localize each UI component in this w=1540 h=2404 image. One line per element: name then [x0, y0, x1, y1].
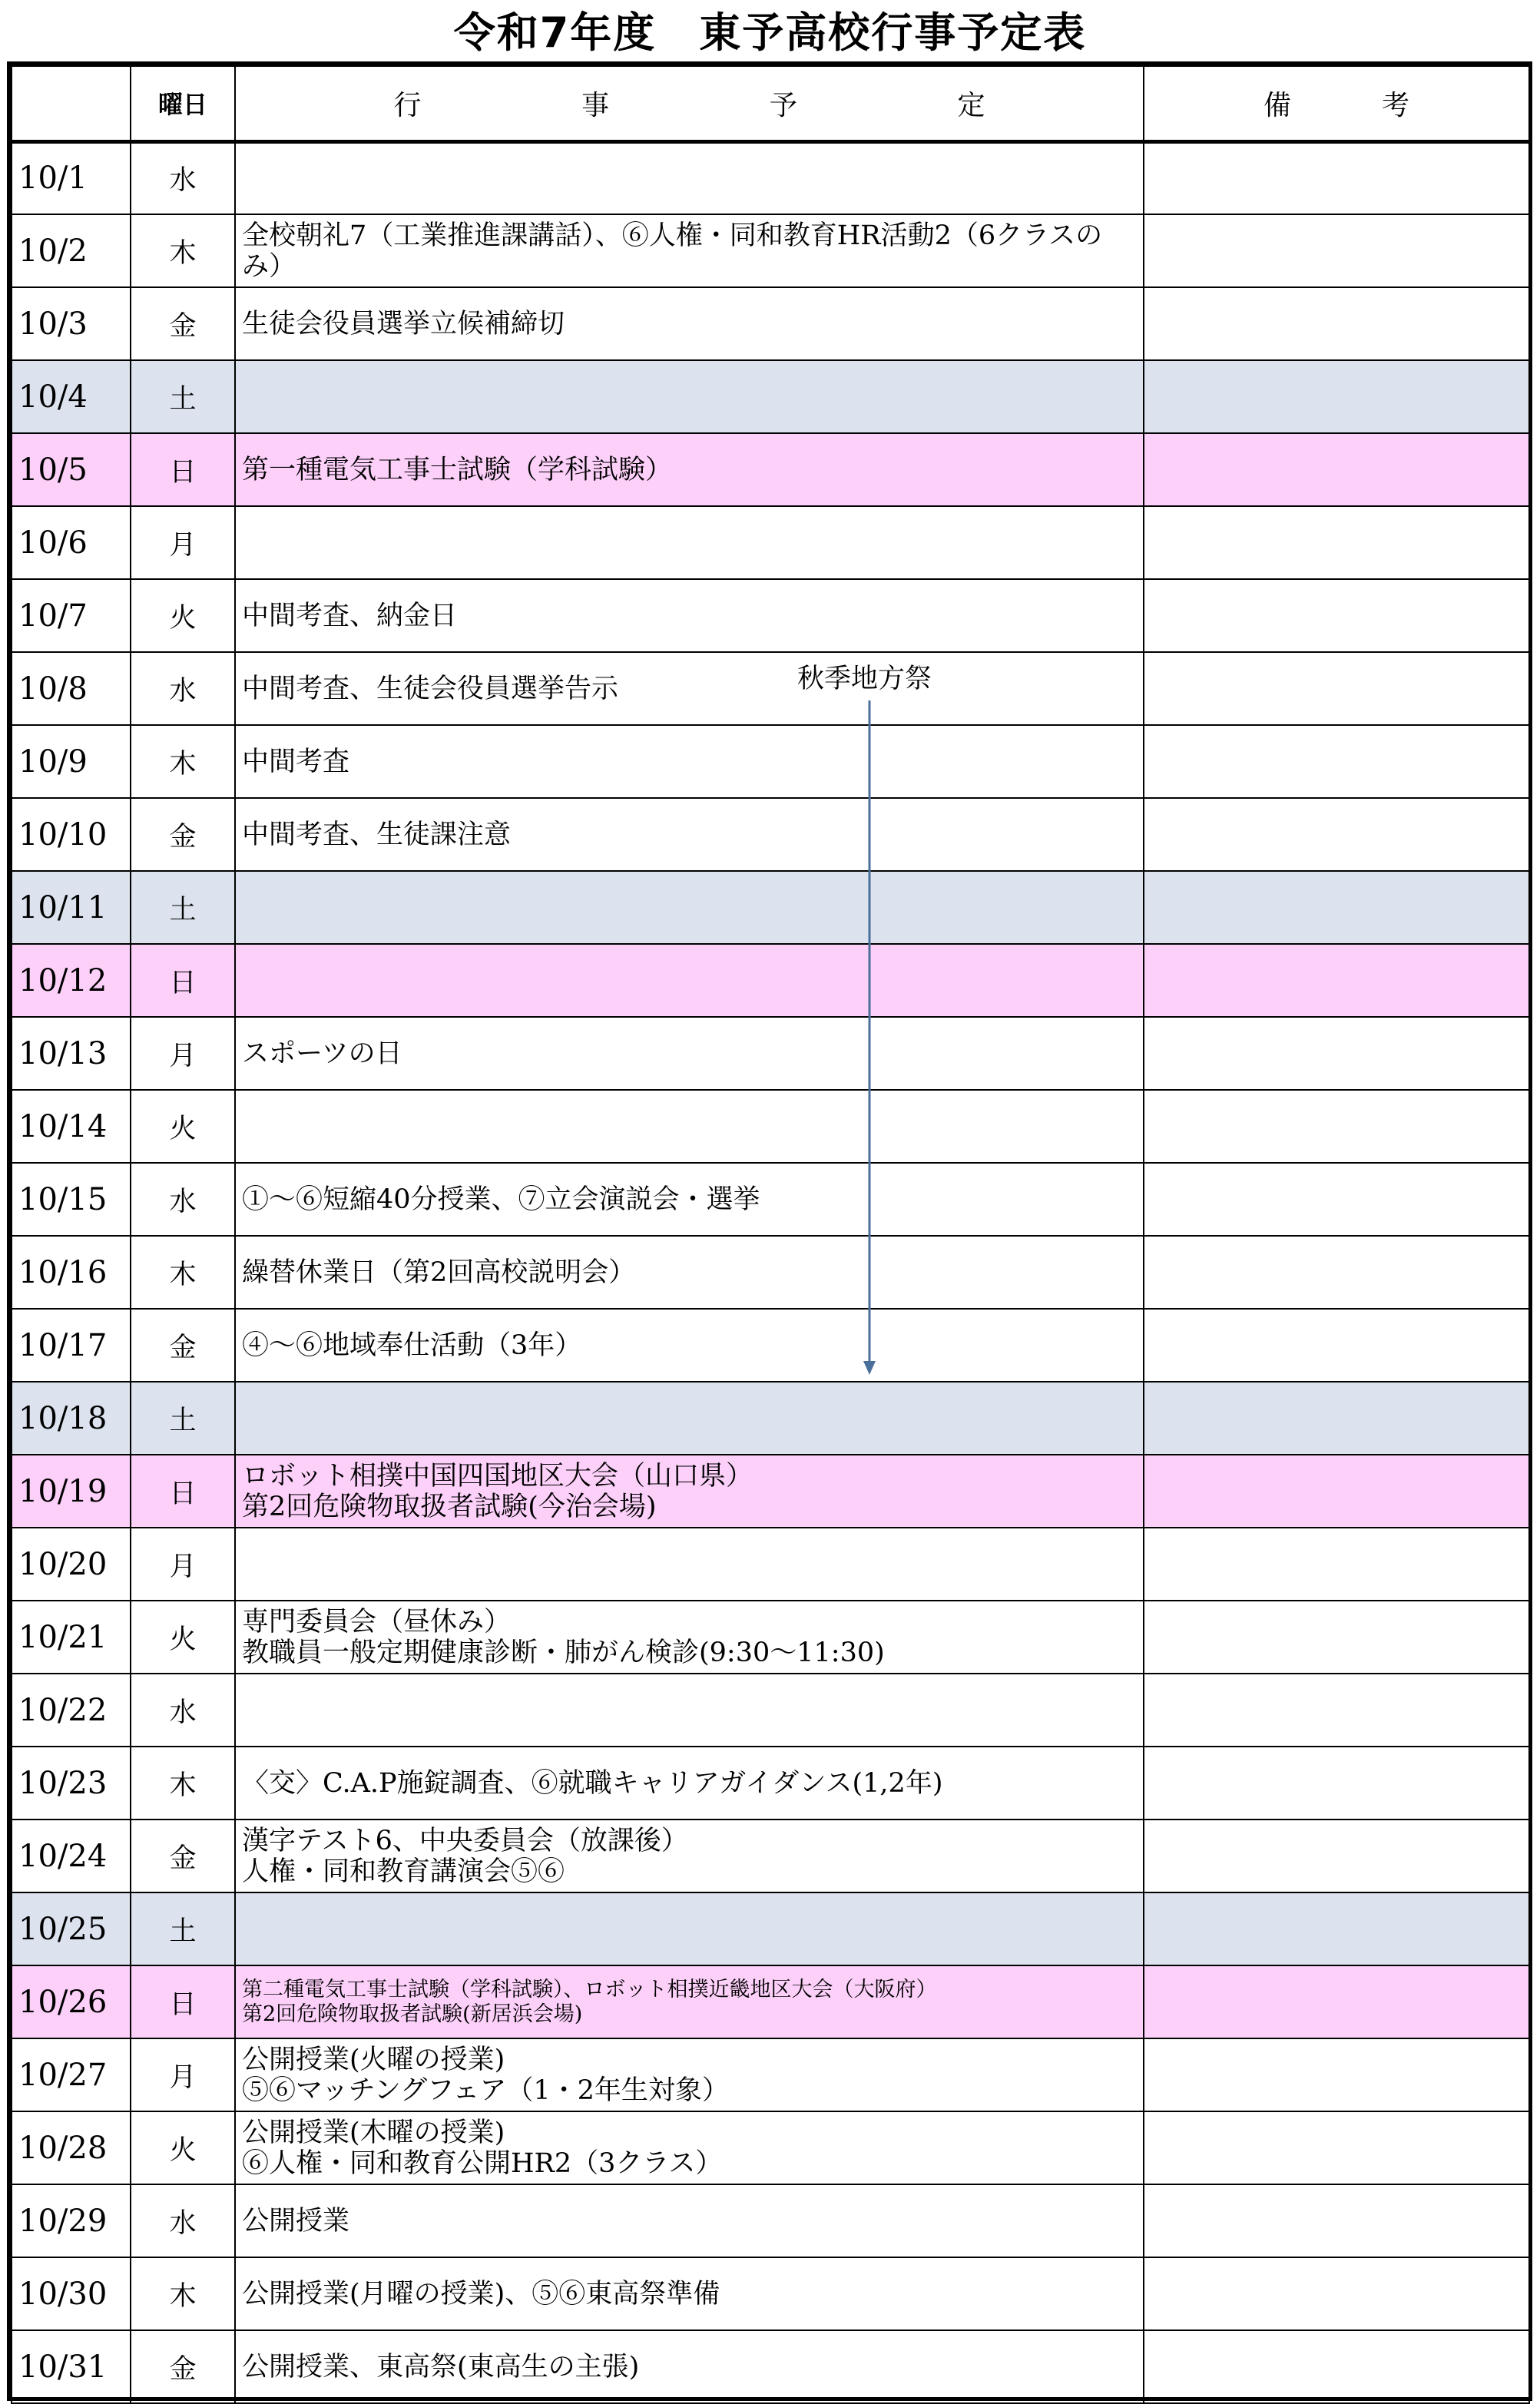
row-date: 10/25	[12, 1892, 131, 1965]
event-line: 第2回危険物取扱者試験(新居浜会場)	[242, 2002, 583, 2026]
row-events	[235, 652, 1144, 725]
row-date: 10/26	[12, 1965, 131, 2038]
table-row	[12, 1455, 1529, 1528]
event-line: 繰替休業日（第2回高校説明会）	[242, 1257, 636, 1288]
festival-note: 秋季地方祭	[797, 664, 932, 694]
row-weekday: 火	[131, 1090, 235, 1163]
header-notes-char: 備	[1263, 89, 1292, 121]
event-line: 第2回危険物取扱者試験(今治会場)	[242, 1491, 657, 1522]
festival-span-arrow	[860, 700, 879, 1376]
row-notes	[1144, 1017, 1529, 1090]
row-events	[235, 287, 1144, 360]
header-events	[235, 66, 1144, 141]
row-events	[235, 871, 1144, 944]
row-weekday: 土	[131, 360, 235, 433]
row-events	[235, 506, 1144, 579]
row-date: 10/14	[12, 1090, 131, 1163]
row-weekday: 金	[131, 798, 235, 871]
table-row	[12, 1528, 1529, 1601]
header-events-char: 予	[769, 89, 797, 121]
row-events	[235, 2184, 1144, 2257]
table-row	[12, 944, 1529, 1017]
event-line: 専門委員会（昼休み）	[242, 1606, 512, 1637]
row-weekday: 月	[131, 1528, 235, 1601]
row-events	[235, 1820, 1144, 1892]
row-notes	[1144, 1528, 1529, 1601]
row-notes	[1144, 1892, 1529, 1965]
event-line: 中間考査、生徒会役員選挙告示	[242, 673, 619, 704]
row-notes	[1144, 725, 1529, 798]
event-line: 公開授業、東高祭(東高生の主張)	[242, 2351, 640, 2382]
table-row	[12, 1382, 1529, 1455]
event-line: 第一種電気工事士試験（学科試験）	[242, 454, 673, 485]
table-row	[12, 1892, 1529, 1965]
table-row	[12, 433, 1529, 506]
row-weekday: 金	[131, 287, 235, 360]
event-line: 全校朝礼7（工業推進課講話）、⑥人権・同和教育HR活動2（6クラスの	[242, 220, 1103, 251]
row-notes	[1144, 2111, 1529, 2184]
row-weekday: 木	[131, 1747, 235, 1820]
header-date	[12, 66, 131, 141]
row-date: 10/6	[12, 506, 131, 579]
event-line: ④～⑥地域奉仕活動（3年）	[242, 1329, 582, 1361]
header-notes-char: 考	[1381, 89, 1409, 121]
row-date: 10/7	[12, 579, 131, 652]
row-events	[235, 360, 1144, 433]
row-date: 10/2	[12, 214, 131, 287]
table-row	[12, 1747, 1529, 1820]
row-notes	[1144, 2330, 1529, 2403]
row-notes	[1144, 214, 1529, 287]
header-row	[12, 66, 1529, 141]
table-row	[12, 506, 1529, 579]
row-date: 10/17	[12, 1309, 131, 1382]
row-notes	[1144, 2184, 1529, 2257]
row-notes	[1144, 1820, 1529, 1892]
row-events	[235, 141, 1144, 214]
row-notes	[1144, 506, 1529, 579]
event-line: 公開授業(月曜の授業)、⑤⑥東高祭準備	[242, 2278, 720, 2310]
row-weekday: 水	[131, 1674, 235, 1747]
event-line: ⑤⑥マッチングフェア（1・2年生対象）	[242, 2075, 729, 2106]
event-line: ①～⑥短縮40分授業、⑦立会演説会・選挙	[242, 1184, 760, 1215]
row-events	[235, 1965, 1144, 2038]
row-weekday: 日	[131, 1965, 235, 2038]
event-line: ロボット相撲中国四国地区大会（山口県）	[242, 1460, 753, 1492]
header-events-char: 事	[581, 89, 610, 121]
row-date: 10/8	[12, 652, 131, 725]
row-weekday: 土	[131, 871, 235, 944]
table-row	[12, 579, 1529, 652]
row-weekday: 木	[131, 725, 235, 798]
row-weekday: 木	[131, 1236, 235, 1309]
event-line: 公開授業	[242, 2205, 350, 2237]
table-row	[12, 214, 1529, 287]
row-notes	[1144, 652, 1529, 725]
row-notes	[1144, 1309, 1529, 1382]
table-row	[12, 1163, 1529, 1236]
row-date: 10/20	[12, 1528, 131, 1601]
row-date: 10/24	[12, 1820, 131, 1892]
header-events-char: 行	[393, 89, 422, 121]
event-line: 教職員一般定期健康診断・肺がん検診(9:30～11:30)	[242, 1637, 885, 1668]
table-row	[12, 2330, 1529, 2403]
row-date: 10/28	[12, 2111, 131, 2184]
row-events	[235, 1747, 1144, 1820]
row-events	[235, 214, 1144, 287]
row-events	[235, 1309, 1144, 1382]
table-row	[12, 141, 1529, 214]
schedule-table	[11, 65, 1530, 2404]
row-events	[235, 1601, 1144, 1674]
row-weekday: 火	[131, 2111, 235, 2184]
table-row	[12, 2111, 1529, 2184]
event-line: 第二種電気工事士試験（学科試験）、ロボット相撲近畿地区大会（大阪府）	[242, 1977, 937, 2002]
row-weekday: 月	[131, 1017, 235, 1090]
row-date: 10/27	[12, 2038, 131, 2111]
event-line: 公開授業(火曜の授業)	[242, 2044, 505, 2075]
schedule-sheet	[7, 61, 1532, 2401]
row-notes	[1144, 360, 1529, 433]
row-notes	[1144, 1965, 1529, 2038]
row-events	[235, 725, 1144, 798]
row-events	[235, 2111, 1144, 2184]
table-row	[12, 652, 1529, 725]
row-date: 10/4	[12, 360, 131, 433]
row-date: 10/31	[12, 2330, 131, 2403]
row-notes	[1144, 1455, 1529, 1528]
row-events	[235, 1017, 1144, 1090]
table-row	[12, 2038, 1529, 2111]
row-notes	[1144, 433, 1529, 506]
row-date: 10/18	[12, 1382, 131, 1455]
row-weekday: 金	[131, 2330, 235, 2403]
row-events	[235, 1382, 1144, 1455]
row-date: 10/13	[12, 1017, 131, 1090]
row-events	[235, 433, 1144, 506]
table-row	[12, 871, 1529, 944]
table-row	[12, 1309, 1529, 1382]
row-events	[235, 1455, 1144, 1528]
table-row	[12, 1090, 1529, 1163]
row-weekday: 金	[131, 1309, 235, 1382]
row-date: 10/3	[12, 287, 131, 360]
row-date: 10/22	[12, 1674, 131, 1747]
row-notes	[1144, 871, 1529, 944]
arrow-head	[863, 1361, 876, 1375]
table-row	[12, 2184, 1529, 2257]
row-weekday: 木	[131, 2257, 235, 2330]
row-events	[235, 1236, 1144, 1309]
event-line: 生徒会役員選挙立候補締切	[242, 308, 565, 339]
row-weekday: 月	[131, 506, 235, 579]
table-row	[12, 360, 1529, 433]
table-row	[12, 798, 1529, 871]
row-weekday: 土	[131, 1382, 235, 1455]
row-date: 10/15	[12, 1163, 131, 1236]
event-line: 中間考査、納金日	[242, 600, 458, 631]
event-line: 人権・同和教育講演会⑤⑥	[242, 1856, 565, 1887]
row-events	[235, 1090, 1144, 1163]
row-weekday: 火	[131, 1601, 235, 1674]
header-notes	[1144, 66, 1529, 141]
row-notes	[1144, 1382, 1529, 1455]
row-events	[235, 2257, 1144, 2330]
page-title: 令和7年度 東予高校行事予定表	[453, 8, 1087, 57]
row-weekday: 月	[131, 2038, 235, 2111]
row-notes	[1144, 1163, 1529, 1236]
table-row	[12, 1601, 1529, 1674]
table-row	[12, 2257, 1529, 2330]
row-date: 10/23	[12, 1747, 131, 1820]
row-weekday: 水	[131, 141, 235, 214]
row-notes	[1144, 1747, 1529, 1820]
event-line: 中間考査、生徒課注意	[242, 819, 512, 850]
row-notes	[1144, 141, 1529, 214]
row-events	[235, 2038, 1144, 2111]
row-date: 10/10	[12, 798, 131, 871]
row-date: 10/30	[12, 2257, 131, 2330]
row-events	[235, 1163, 1144, 1236]
event-line: 公開授業(木曜の授業)	[242, 2117, 505, 2148]
row-weekday: 水	[131, 1163, 235, 1236]
row-date: 10/29	[12, 2184, 131, 2257]
row-date: 10/19	[12, 1455, 131, 1528]
table-row	[12, 1236, 1529, 1309]
row-notes	[1144, 1090, 1529, 1163]
row-weekday: 木	[131, 214, 235, 287]
row-events	[235, 1674, 1144, 1747]
row-events	[235, 2330, 1144, 2403]
row-notes	[1144, 1601, 1529, 1674]
event-line: 〈交〉C.A.P施錠調査、⑥就職キャリアガイダンス(1,2年)	[242, 1767, 943, 1799]
header-events-char: 定	[957, 89, 985, 121]
table-row	[12, 287, 1529, 360]
row-date: 10/5	[12, 433, 131, 506]
row-date: 10/12	[12, 944, 131, 1017]
row-notes	[1144, 2257, 1529, 2330]
row-weekday: 水	[131, 2184, 235, 2257]
row-notes	[1144, 2038, 1529, 2111]
table-row	[12, 725, 1529, 798]
event-line: 中間考査	[242, 746, 350, 777]
event-line: スポーツの日	[242, 1038, 402, 1069]
header-weekday: 曜日	[131, 66, 235, 141]
row-date: 10/11	[12, 871, 131, 944]
row-date: 10/21	[12, 1601, 131, 1674]
row-events	[235, 1892, 1144, 1965]
row-notes	[1144, 944, 1529, 1017]
table-row	[12, 1820, 1529, 1892]
row-weekday: 土	[131, 1892, 235, 1965]
row-date: 10/16	[12, 1236, 131, 1309]
row-notes	[1144, 1236, 1529, 1309]
row-weekday: 火	[131, 579, 235, 652]
row-weekday: 日	[131, 1455, 235, 1528]
row-date: 10/9	[12, 725, 131, 798]
schedule-body	[12, 141, 1529, 2403]
row-events	[235, 579, 1144, 652]
row-weekday: 日	[131, 433, 235, 506]
row-notes	[1144, 798, 1529, 871]
row-date: 10/1	[12, 141, 131, 214]
row-events	[235, 1528, 1144, 1601]
row-weekday: 日	[131, 944, 235, 1017]
event-line: ⑥人権・同和教育公開HR2（3クラス）	[242, 2147, 723, 2179]
row-weekday: 金	[131, 1820, 235, 1892]
table-row	[12, 1674, 1529, 1747]
event-line: み）	[242, 250, 296, 282]
row-events	[235, 944, 1144, 1017]
event-line: 漢字テスト6、中央委員会（放課後）	[242, 1825, 688, 1856]
row-notes	[1144, 579, 1529, 652]
row-notes	[1144, 1674, 1529, 1747]
row-weekday: 水	[131, 652, 235, 725]
row-notes	[1144, 287, 1529, 360]
table-row	[12, 1017, 1529, 1090]
table-row	[12, 1965, 1529, 2038]
row-events	[235, 798, 1144, 871]
